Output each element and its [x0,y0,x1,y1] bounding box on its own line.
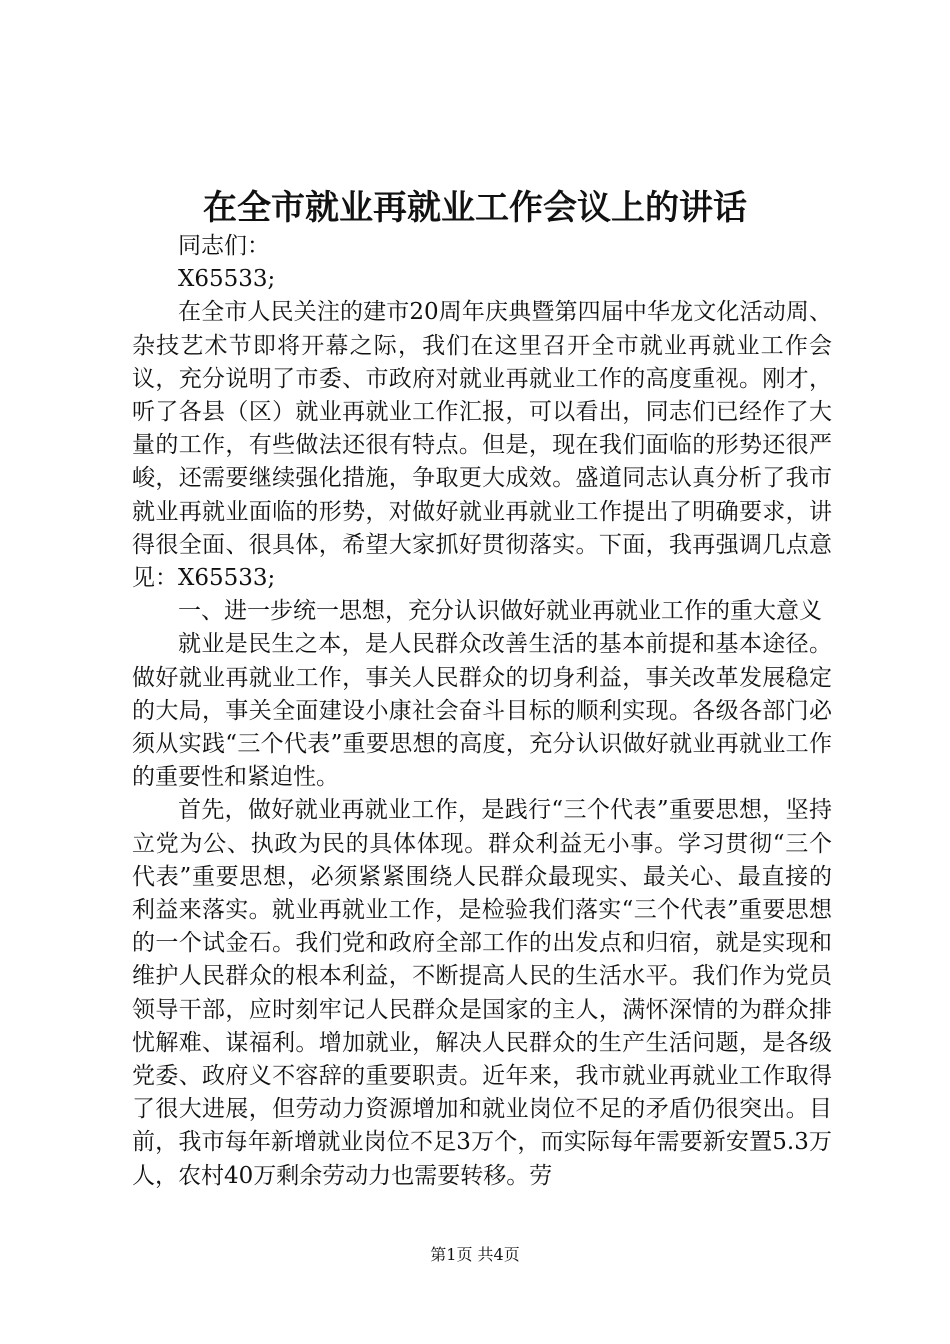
document-body [132,230,832,1193]
paragraph: X65533; [178,266,276,293]
paragraph: 就业是民生之本，是人民群众改善生活的基本前提和基本途径。做好就业再就业工作，事关人民群众的切身利益，事关改革发展稳定的大局，事关全面建设小康社会奋斗目标的顺利实现。各级各部门必须从实践“三个代表”重要思想的高度，充分认识做好就业再就业工作的重要性和紧迫性。 [132,631,832,791]
paragraph: 在全市人民关注的建市20周年庆典暨第四届中华龙文化活动周、杂技艺术节即将开幕之际，我们在这里召开全市就业再就业工作会议，充分说明了市委、市政府对就业再就业工作的高度重视。刚才，听了各县（区）就业再就业工作汇报，可以看出，同志们已经作了大量的工作，有些做法还很有特点。但是，现在我们面临的形势还很严峻，还需要继续强化措施，争取更大成效。盛道同志认真分析了我市就业再就业面临的形势，对做好就业再就业工作提出了明确要求，讲得很全面、很具体，希望大家抓好贯彻落实。下面，我再强调几点意见：X65533; [132,299,832,592]
section-heading: 一、进一步统一思想，充分认识做好就业再就业工作的重大意义 [178,598,822,625]
salutation: 同志们： [178,233,270,259]
paragraph: 首先，做好就业再就业工作，是践行“三个代表”重要思想，坚持立党为公、执政为民的具体体现。群众利益无小事。学习贯彻“三个代表”重要思想，必须紧紧围绕人民群众最现实、最关心、最直接的利益来落实。就业再就业工作，是检验我们落实“三个代表”重要思想的一个试金石。我们党和政府全部工作的出发点和归宿，就是实现和维护人民群众的根本利益，不断提高人民的生活水平。我们作为党员领导干部，应时刻牢记人民群众是国家的主人，满怀深情的为群众排忧解难、谋福利。增加就业，解决人民群众的生产生活问题，是各级党委、政府义不容辞的重要职责。近年来，我市就业再就业工作取得了很大进展，但劳动力资源增加和就业岗位不足的矛盾仍很突出。目前，我市每年新增就业岗位不足3万个，而实际每年需要新安置5.3万人，农村40万剩余劳动力也需要转移。劳 [132,797,832,1189]
page-number-footer: 第1页 共4页 [430,1245,520,1264]
document-title: 在全市就业再就业工作会议上的讲话 [203,188,747,228]
